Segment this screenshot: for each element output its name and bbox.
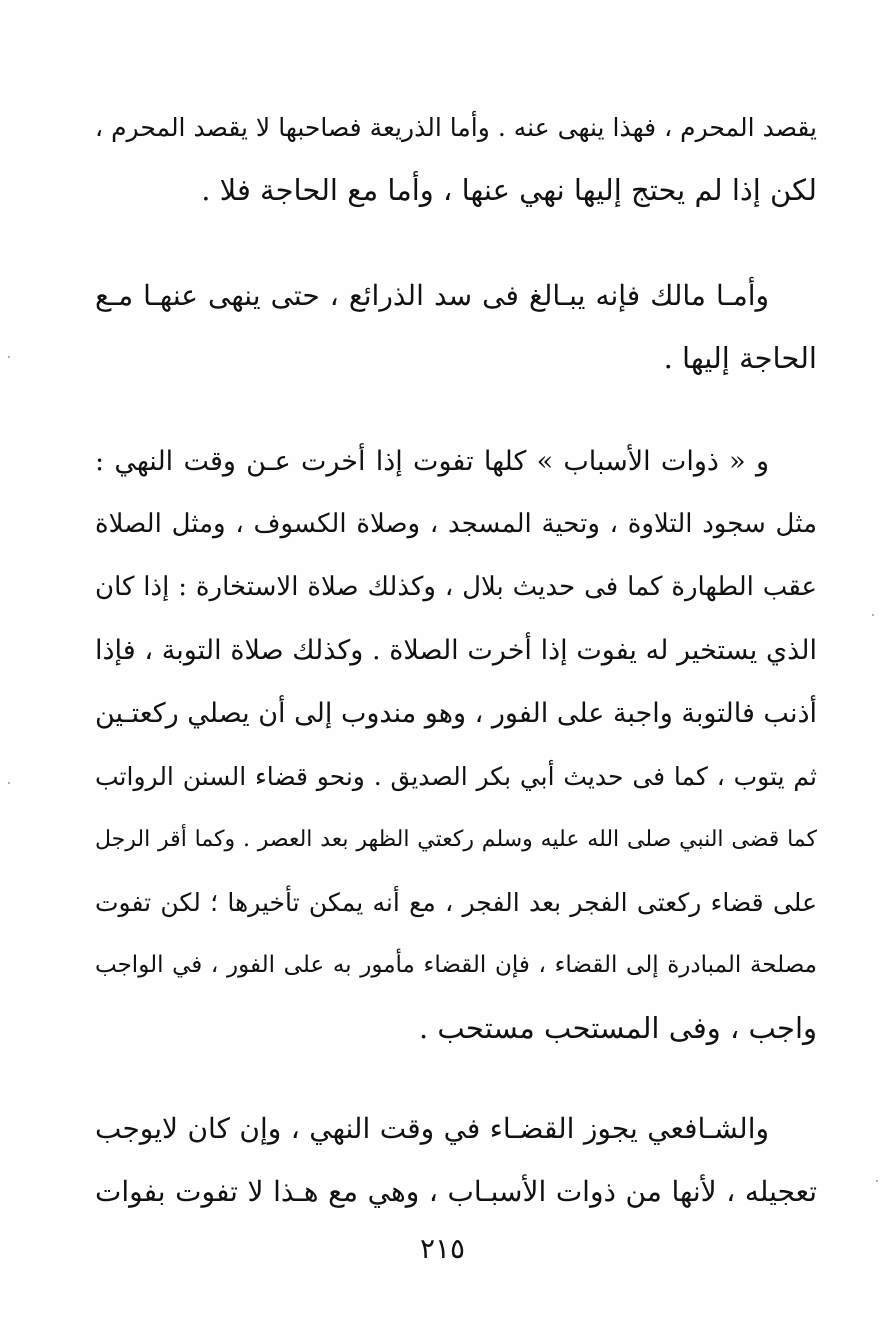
paragraph-2	[95, 264, 817, 390]
scan-speck	[872, 614, 874, 616]
paragraph-line: أذنب فالتوبة واجبة على الفور ، وهو مندوب إلى أن يصلي ركعتـين	[95, 698, 817, 729]
paragraph-line: والشـافعي يجوز القضـاء في وقت النهي ، وإن كان لايوجب	[95, 1112, 769, 1145]
paragraph-line: لكن إذا لم يحتج إليها نهي عنها ، وأما مع الحاجة فلا .	[201, 173, 817, 207]
scan-speck	[8, 356, 10, 358]
paragraph-line: واجب ، وفى المستحب مستحب .	[419, 1011, 817, 1045]
paragraph-line: وأمـا مالك فإنه يبـالغ فى سد الذرائع ، حتى ينهى عنهـا مـع	[95, 279, 769, 312]
paragraph-line: تعجيله ، لأنها من ذوات الأسبـاب ، وهي مع هـذا لا تفوت بفوات	[95, 1175, 817, 1208]
paragraph-line: يقصد المحرم ، فهذا ينهى عنه . وأما الذريعة فصاحبها لا يقصد المحرم ،	[95, 113, 817, 142]
scan-speck	[8, 782, 10, 784]
paragraph-line: عقب الطهارة كما فى حديث بلال ، وكذلك صلاة الاستخارة : إذا كان	[95, 572, 817, 602]
paragraph-4	[95, 1097, 817, 1223]
paragraph-line: الحاجة إليها .	[663, 341, 817, 375]
paragraph-line: كما قضى النبي صلى الله عليه وسلم ركعتي الظهر بعد العصر . وكما أقر الرجل	[95, 827, 817, 852]
paragraph-line: مثل سجود التلاوة ، وتحية المسجد ، وصلاة الكسوف ، ومثل الصلاة	[95, 509, 817, 539]
paragraph-1	[95, 96, 817, 222]
paragraph-line: و « ذوات الأسباب » كلها تفوت إذا أخرت عـن وقت النهي :	[95, 446, 769, 477]
paragraph-line: مصلحة المبادرة إلى القضاء ، فإن القضاء مأمور به على الفور ، في الواجب	[95, 952, 817, 978]
paragraph-line: الذي يستخير له يفوت إذا أخرت الصلاة . وكذلك صلاة التوبة ، فإذا	[95, 635, 817, 666]
paragraph-line: ثم يتوب ، كما فى حديث أبي بكر الصديق . ونحو قضاء السنن الرواتب	[95, 762, 817, 791]
paragraph-line: على قضاء ركعتى الفجر بعد الفجر ، مع أنه يمكن تأخيرها ؛ لكن تفوت	[95, 888, 817, 917]
scan-speck	[876, 1180, 878, 1182]
paragraph-3	[95, 430, 817, 1060]
page-number: ٢١٥	[419, 1232, 466, 1265]
